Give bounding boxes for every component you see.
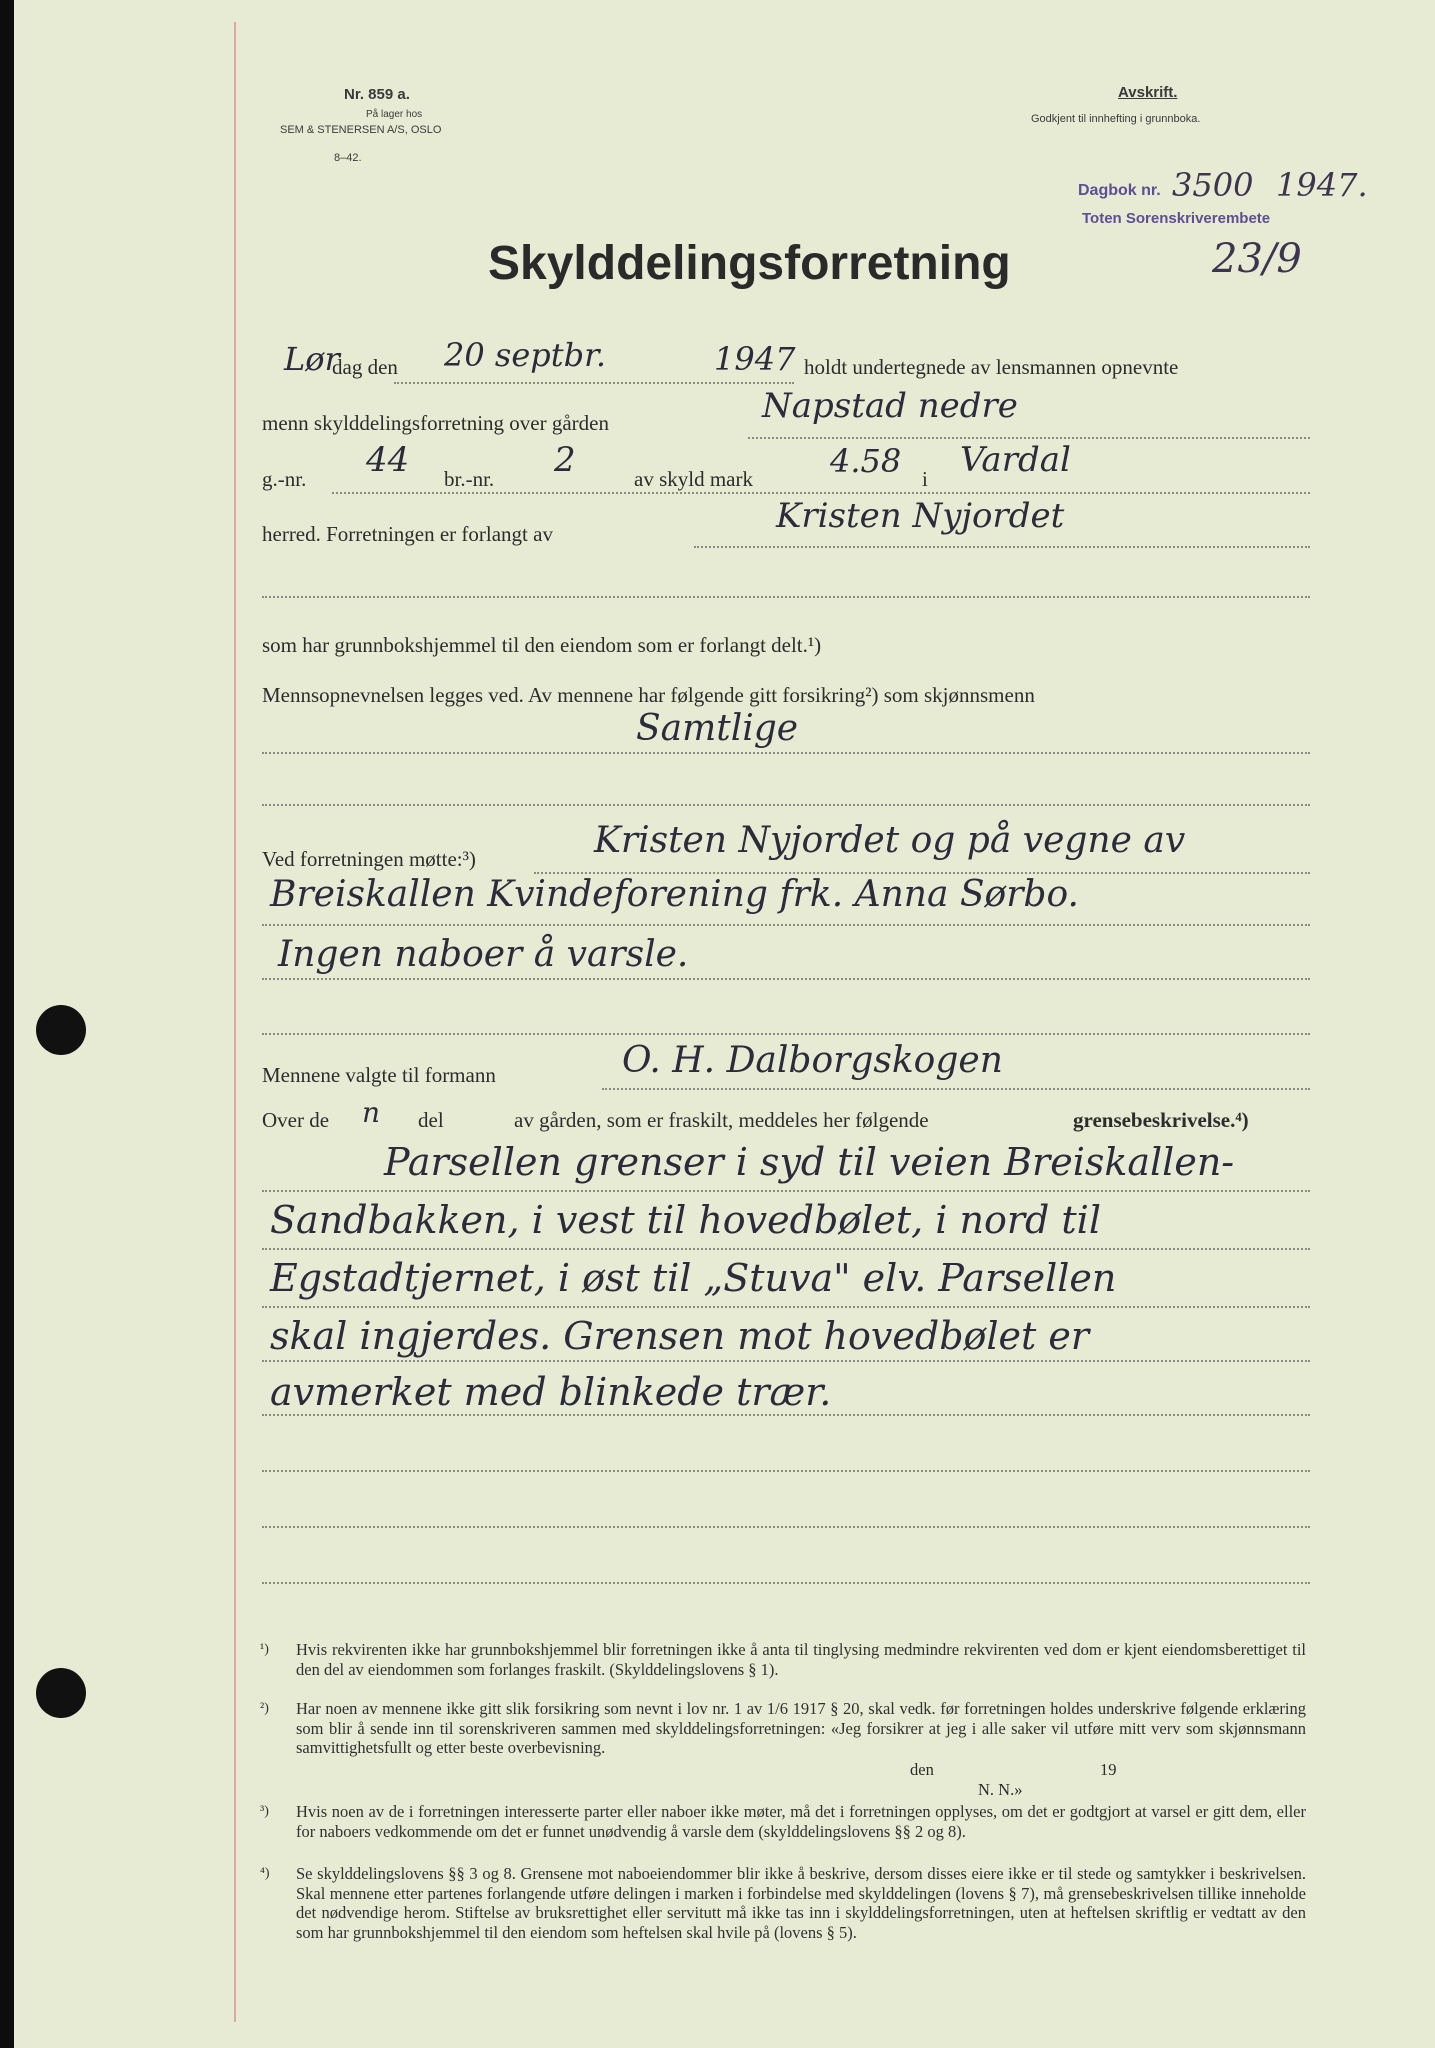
footnote-2: Har noen av mennene ikke gitt slik forsikring som nevnt i lov nr. 1 av 1/6 1917 § 20, skal vedk. før forretningen holdes underskrive følgende erklæring som blir å sende inn til sorenskriveren sammen med skylddelingsforretningen: «Jeg forsikrer at jeg i alle saker vil utføre mitt verv som skjønnsmann samvittighetsfullt og etter beste overbevisning. — [296, 1699, 1306, 1757]
skyld-label: av skyld mark — [634, 467, 753, 491]
hjemmel-text: som har grunnbokshjemmel til den eiendom som er forlangt delt.¹) — [262, 633, 822, 657]
stamp-dagbok-number: 3500 — [1172, 166, 1254, 204]
boundary-fill-line-3 — [262, 1306, 1310, 1308]
boundary-fill-line-5 — [262, 1414, 1310, 1416]
boundary-line-1: Parsellen grenser i syd til veien Breiskallen- — [384, 1140, 1235, 1184]
attendees-line-3: Ingen naboer å varsle. — [278, 934, 689, 975]
approval-text: Godkjent til innhefting i grunnboka. — [1031, 113, 1201, 125]
insured-fill-line — [262, 752, 1310, 754]
weekday-handwritten: Lør — [284, 340, 340, 378]
gnr-fill-line — [332, 492, 1310, 494]
stamp-year: 1947. — [1276, 166, 1368, 204]
footnote-3: Hvis noen av de i forretningen interesserte parter eller naboer ikke møter, må det i forretningen opplyses, om det er godtgjort at varsel er gitt dem, eller for naboers vedkommende om det er funnet unødvendig å varsle dem (skylddelingslovens §§ 2 og 8). — [296, 1802, 1306, 1841]
dag-den-label: dag den — [332, 355, 398, 379]
blank-fill-line-6 — [262, 1582, 1310, 1584]
blank-fill-line-1 — [262, 596, 1310, 598]
holdt-text: holdt undertegnede av lensmannen opnevnte — [804, 355, 1179, 379]
gnr-handwritten: 44 — [366, 440, 410, 480]
footnote-1: Hvis rekvirenten ikke har grunnbokshjemmel blir forretningen ikke å anta til tinglysing medmindre rekvirenten ved dom er kjent eiendomsberettiget til den del av eiendommen som forlanges fraskilt. (Skylddelingslovens § 1). — [296, 1640, 1306, 1679]
skyld-handwritten: 4.58 — [830, 442, 902, 480]
formann-label: Mennene valgte til formann — [262, 1063, 496, 1087]
over-de-label: Over de — [262, 1108, 330, 1132]
footnote-2-den: den — [910, 1760, 934, 1779]
brnr-handwritten: 2 — [554, 440, 576, 480]
boundary-line-2: Sandbakken, i vest til hovedbølet, i nord til — [270, 1198, 1101, 1242]
document-page — [14, 0, 1435, 2048]
document-title: Skylddelingsforretning — [488, 237, 1011, 290]
menn-text: menn skylddelingsforretning over gården — [262, 411, 609, 435]
stamp-office: Toten Sorenskriverembete — [1082, 210, 1271, 227]
attendees-line-2: Breiskallen Kvindeforening frk. Anna Sørbo. — [270, 874, 1079, 915]
attendees-line-1: Kristen Nyjordet og på vegne av — [594, 820, 1186, 861]
insured-men-handwritten: Samtlige — [636, 708, 799, 749]
municipality-handwritten: Vardal — [960, 440, 1071, 480]
footnote-2-year: 19 — [1100, 1760, 1117, 1779]
herred-text: herred. Forretningen er forlangt av — [262, 522, 553, 546]
chairman-handwritten: O. H. Dalborgskogen — [622, 1040, 1003, 1081]
attendees-fill-line-2 — [262, 924, 1310, 926]
footnote-4-number: ⁴) — [260, 1866, 270, 1881]
over-rest-text: av gården, som er fraskilt, meddeles her følgende — [514, 1108, 929, 1132]
requested-fill-line — [694, 546, 1310, 548]
footnote-3-number: ³) — [260, 1804, 269, 1819]
brnr-label: br.-nr. — [444, 467, 495, 491]
grensebeskrivelse-label: grensebeskrivelse.⁴) — [1073, 1108, 1249, 1132]
printer-date: 8–42. — [334, 152, 362, 164]
boundary-fill-line-1 — [262, 1190, 1310, 1192]
printer-line-1: På lager hos — [366, 109, 423, 120]
stamp-date: 23/9 — [1212, 236, 1302, 282]
blank-fill-line-2 — [262, 804, 1310, 806]
punch-hole-bottom — [36, 1668, 86, 1718]
margin-rule — [234, 22, 236, 2022]
footnote-4: Se skylddelingslovens §§ 3 og 8. Grensene mot naboeiendommer blir ikke å beskrive, dersom disses eiere ikke er til stede og samtykker i beskrivelsen. Skal mennene etter partenes forlangende utføre delingen i marken i forbindelse med skylddelingen (lovens § 7), må grensebeskrivelsen tillike inneholde det nødvendige herom. Stiftelse av bruksrettighet eller servitutt må ikke tas inn i skylddelingsforretningen, uten at heftelsen skriftlig er vedtatt av den som har grunnbokshjemmel til den eiendom som heftelsen skal hvile på (lovens § 5). — [296, 1864, 1306, 1942]
boundary-line-5: avmerket med blinkede trær. — [270, 1370, 832, 1414]
i-label: i — [922, 467, 928, 491]
mennsopnevnelsen-text: Mennsopnevnelsen legges ved. Av mennene har følgende gitt forsikring²) som skjønnsmenn — [262, 683, 1035, 707]
form-number: Nr. 859 a. — [344, 86, 410, 103]
footnote-2-number: ²) — [260, 1701, 269, 1716]
blank-fill-line-5 — [262, 1526, 1310, 1528]
copy-label: Avskrift. — [1118, 84, 1178, 101]
mote-label: Ved forretningen møtte:³) — [262, 847, 476, 871]
blank-fill-line-4 — [262, 1470, 1310, 1472]
blank-fill-line-3 — [262, 1033, 1310, 1035]
farm-name-handwritten: Napstad nedre — [762, 386, 1018, 426]
requested-by-handwritten: Kristen Nyjordet — [776, 496, 1065, 536]
attendees-fill-line-3 — [262, 978, 1310, 980]
footnote-2-signature: N. N.» — [978, 1780, 1023, 1799]
del-label: del — [418, 1108, 444, 1132]
chairman-fill-line — [602, 1088, 1310, 1090]
footnote-1-number: ¹) — [260, 1642, 269, 1657]
boundary-fill-line-2 — [262, 1248, 1310, 1250]
boundary-line-3: Egstadtjernet, i øst til „Stuva" elv. Parsellen — [270, 1256, 1117, 1300]
over-de-handwritten: n — [362, 1096, 381, 1129]
year-handwritten: 1947 — [714, 340, 796, 378]
gnr-label: g.-nr. — [262, 467, 307, 491]
printer-name: SEM & STENERSEN A/S, OSLO — [280, 124, 442, 136]
punch-hole-top — [36, 1005, 86, 1055]
farm-fill-line — [748, 437, 1310, 439]
date-fill-line — [394, 382, 794, 384]
stamp-dagbok-label: Dagbok nr. — [1078, 182, 1161, 199]
boundary-line-4: skal ingjerdes. Grensen mot hovedbølet er — [270, 1314, 1090, 1358]
date-handwritten: 20 septbr. — [444, 336, 607, 374]
boundary-fill-line-4 — [262, 1360, 1310, 1362]
